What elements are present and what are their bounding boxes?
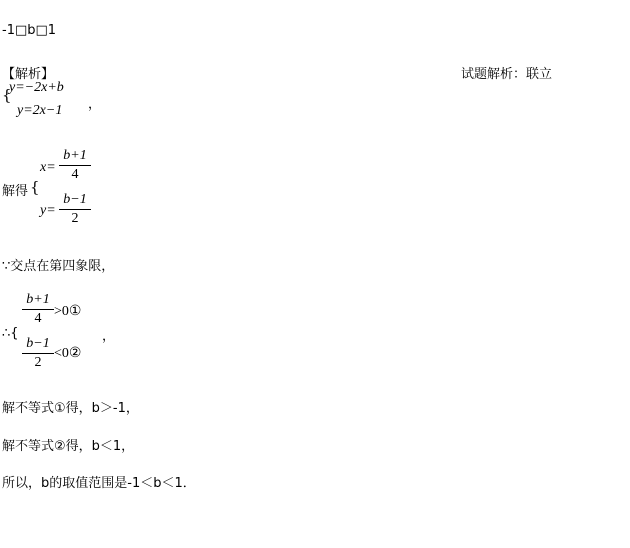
y-numerator: b−1 — [63, 192, 87, 207]
ineq2-fraction — [22, 336, 54, 371]
solve-label: 解得 — [2, 184, 29, 199]
answer-line: -1□b□1 — [2, 23, 57, 38]
x-fraction — [59, 148, 91, 183]
ineq2-numerator: b−1 — [26, 336, 50, 351]
x-numerator: b+1 — [63, 148, 87, 163]
x-denominator: 4 — [71, 167, 79, 182]
conclusion: 所以，b的取值范围是-1＜b＜1． — [2, 476, 196, 491]
ineq1-denominator: 4 — [34, 311, 42, 326]
y-fraction — [59, 192, 91, 227]
solve-brace: { — [30, 178, 40, 196]
fraction-bar — [59, 165, 91, 166]
ineq1-numerator: b+1 — [26, 292, 50, 307]
y-denominator: 2 — [71, 211, 79, 226]
ineq-comma: ， — [102, 329, 116, 344]
fraction-bar — [59, 209, 91, 210]
fraction-bar — [22, 353, 54, 354]
solve-inequality-2: 解不等式②得，b＜1， — [2, 439, 135, 454]
ineq2-denominator: 2 — [34, 355, 42, 370]
fraction-bar — [22, 309, 54, 310]
solve-inequality-1: 解不等式①得，b＞-1， — [2, 401, 139, 416]
system-equation-2: y=2x−1 — [17, 103, 63, 118]
analysis-intro: 试题解析：联立 — [461, 67, 553, 82]
ineq1-relation: >0① — [54, 304, 82, 319]
ineq2-relation: <0② — [54, 346, 82, 361]
system-equation-1: y=−2x+b — [9, 80, 64, 95]
y-lhs: y= — [40, 203, 56, 218]
x-lhs: x= — [40, 160, 56, 175]
system-comma: ， — [88, 97, 102, 112]
analysis-heading: 【解析】 — [2, 67, 55, 82]
therefore-brace: ∴{ — [2, 326, 19, 341]
ineq1-fraction — [22, 292, 54, 327]
quadrant-line: ∵交点在第四象限， — [2, 259, 115, 274]
system-brace: { — [2, 86, 12, 104]
